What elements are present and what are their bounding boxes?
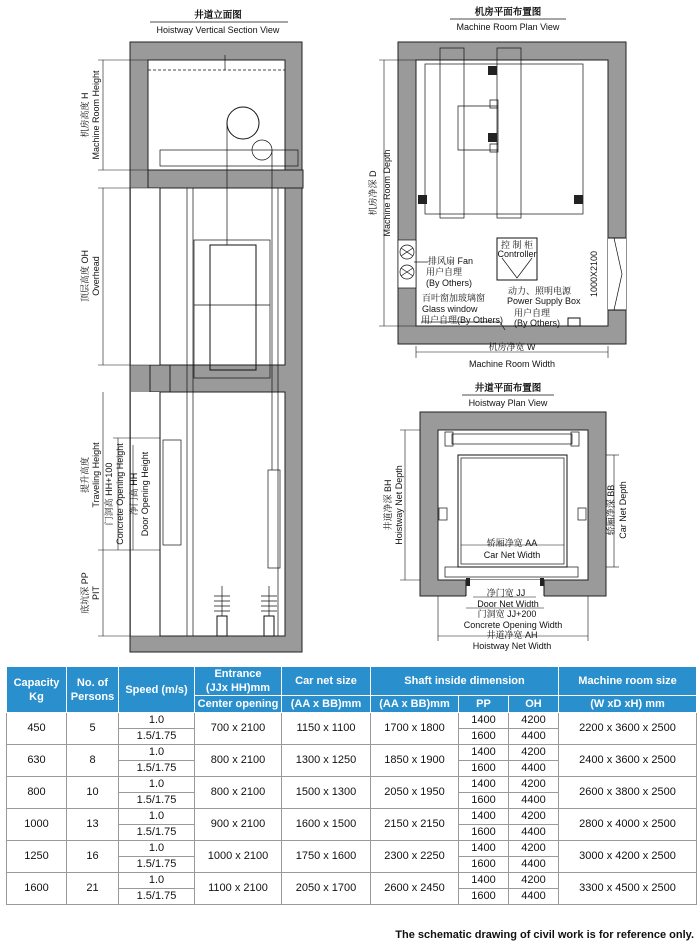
header-machine: Machine room size: [559, 667, 697, 696]
car-width-cn: 轿厢净宽 AA: [486, 538, 538, 548]
pit-en: PIT: [91, 585, 101, 601]
cell-machine: 2800 x 4000 x 2500: [559, 809, 697, 841]
concrete-width-en: Concrete Opening Width: [463, 620, 563, 630]
cell-pp: 1600: [459, 761, 509, 777]
cell-speed: 1.0: [119, 841, 195, 857]
power-supply-en: Power Supply Box: [507, 296, 581, 306]
mr-height-en: Machine Room Height: [91, 70, 101, 160]
cell-shaft: 2600 x 2450: [371, 873, 459, 905]
cell-speed: 1.5/1.75: [119, 889, 195, 905]
table-row: [7, 873, 697, 889]
cell-oh: 4200: [509, 809, 559, 825]
car-depth-cn: 轿厢净深 BB: [606, 484, 616, 536]
car-width-en: Car Net Width: [483, 550, 541, 560]
cell-oh: 4200: [509, 873, 559, 889]
header-oh: OH: [509, 696, 559, 713]
cell-car: 1300 x 1250: [282, 745, 371, 777]
concrete-opening-cn: 门洞高 HH+100: [104, 462, 114, 526]
cell-oh: 4200: [509, 777, 559, 793]
cell-pp: 1400: [459, 841, 509, 857]
cell-persons: 8: [67, 745, 119, 777]
cell-speed: 1.0: [119, 745, 195, 761]
cell-oh: 4400: [509, 889, 559, 905]
cell-oh: 4400: [509, 761, 559, 777]
cell-capacity: 1000: [7, 809, 67, 841]
overhead-en: Overhead: [91, 256, 101, 296]
cell-speed: 1.5/1.75: [119, 857, 195, 873]
cell-speed: 1.0: [119, 713, 195, 729]
cell-speed: 1.0: [119, 873, 195, 889]
cell-car: 1500 x 1300: [282, 777, 371, 809]
door-width-en: Door Net Width: [477, 599, 539, 609]
vertical-section: [79, 9, 303, 652]
header-entrance: Entrance (JJx HH)mm: [195, 667, 282, 696]
cell-entrance: 900 x 2100: [195, 809, 282, 841]
door-size: 1000X2100: [589, 250, 599, 298]
pit-cn: 底坑深 PP: [80, 572, 90, 614]
cell-oh: 4200: [509, 745, 559, 761]
cell-machine: 2400 x 3600 x 2500: [559, 745, 697, 777]
hp-title-cn: 井道平面布置图: [474, 383, 542, 394]
power-by-others-cn: 用户自理: [514, 308, 551, 318]
cell-oh: 4400: [509, 857, 559, 873]
hoistway-plan: [382, 382, 628, 651]
header-car-sub: (AA x BB)mm: [282, 696, 371, 713]
fan-label: 排风扇 Fan: [428, 256, 474, 266]
cell-persons: 21: [67, 873, 119, 905]
vs-title-en: Hoistway Vertical Section View: [156, 25, 280, 35]
controller-cn: 控 制 柜: [500, 240, 534, 250]
cell-pp: 1400: [459, 777, 509, 793]
pit-buffer-left: [214, 586, 230, 636]
cell-capacity: 800: [7, 777, 67, 809]
cell-shaft: 1700 x 1800: [371, 713, 459, 745]
table-row: [7, 713, 697, 729]
cell-machine: 2600 x 3800 x 2500: [559, 777, 697, 809]
mr-width-cn: 机房净宽 W: [488, 342, 536, 352]
cell-oh: 4400: [509, 793, 559, 809]
hoistway-width-cn: 井道净宽 AH: [486, 630, 538, 640]
mr-depth-en: Machine Room Depth: [382, 149, 392, 237]
cell-pp: 1600: [459, 857, 509, 873]
table-row: [7, 809, 697, 825]
hoistway-depth-cn: 井道净深 BH: [383, 479, 393, 531]
cell-pp: 1600: [459, 793, 509, 809]
mr-height-cn: 机房高度 H: [80, 92, 90, 138]
cell-pp: 1600: [459, 729, 509, 745]
cell-entrance: 1100 x 2100: [195, 873, 282, 905]
cell-machine: 3300 x 4500 x 2500: [559, 873, 697, 905]
window-by-others: 用户自理(By Others): [421, 315, 504, 325]
controller-en: Controller: [497, 249, 537, 259]
fan-by-others-en: (By Others): [426, 278, 473, 288]
power-supply-box: [568, 318, 580, 326]
cell-speed: 1.0: [119, 777, 195, 793]
cell-pp: 1400: [459, 873, 509, 889]
cell-persons: 5: [67, 713, 119, 745]
fan-by-others-cn: 用户自理: [426, 267, 463, 277]
header-shaft-sub: (AA x BB)mm: [371, 696, 459, 713]
cell-car: 1150 x 1100: [282, 713, 371, 745]
cell-speed: 1.0: [119, 809, 195, 825]
cell-speed: 1.5/1.75: [119, 729, 195, 745]
cell-oh: 4200: [509, 841, 559, 857]
cell-oh: 4200: [509, 713, 559, 729]
hoistway-width-en: Hoistway Net Width: [472, 641, 552, 651]
overhead-cn: 顶层高度 OH: [80, 249, 90, 303]
concrete-opening-en: Concrete Opening Height: [115, 443, 125, 545]
cell-pp: 1600: [459, 825, 509, 841]
cell-oh: 4400: [509, 729, 559, 745]
glass-window-en: Glass window: [422, 304, 478, 314]
cell-car: 2050 x 1700: [282, 873, 371, 905]
cell-speed: 1.5/1.75: [119, 793, 195, 809]
table-row: [7, 841, 697, 857]
door-opening-en: Door Opening Height: [140, 451, 150, 537]
cell-capacity: 1250: [7, 841, 67, 873]
cell-speed: 1.5/1.75: [119, 761, 195, 777]
glass-window-cn: 百叶窗加玻璃窗: [422, 293, 486, 303]
cell-capacity: 1600: [7, 873, 67, 905]
header-machine-sub: (W xD xH) mm: [559, 696, 697, 713]
cell-capacity: 630: [7, 745, 67, 777]
cell-machine: 2200 x 3600 x 2500: [559, 713, 697, 745]
cell-pp: 1400: [459, 745, 509, 761]
cell-persons: 13: [67, 809, 119, 841]
power-supply-cn: 动力、照明电源: [508, 286, 572, 296]
hp-title-en: Hoistway Plan View: [468, 398, 548, 408]
cell-entrance: 1000 x 2100: [195, 841, 282, 873]
cell-car: 1600 x 1500: [282, 809, 371, 841]
header-shaft: Shaft inside dimension: [371, 667, 559, 696]
cell-persons: 16: [67, 841, 119, 873]
header-capacity: Capacity Kg: [7, 667, 67, 713]
cell-car: 1750 x 1600: [282, 841, 371, 873]
footnote: The schematic drawing of civil work is for reference only.: [395, 929, 694, 941]
header-entrance-sub: Center opening: [195, 696, 282, 713]
pit-buffer-right: [261, 586, 277, 636]
car-depth-en: Car Net Depth: [618, 481, 628, 539]
cell-persons: 10: [67, 777, 119, 809]
cell-shaft: 1850 x 1900: [371, 745, 459, 777]
cell-shaft: 2300 x 2250: [371, 841, 459, 873]
machine-room-plan: [367, 6, 626, 369]
door-opening-cn: 净门高 HH: [129, 472, 139, 516]
table-row: [7, 777, 697, 793]
cell-shaft: 2150 x 2150: [371, 809, 459, 841]
spec-body: [7, 713, 697, 905]
mr-depth-cn: 机房净深 D: [368, 170, 378, 216]
mr-title-en: Machine Room Plan View: [456, 22, 560, 32]
table-row: [7, 745, 697, 761]
travel-cn: 提升高度: [80, 456, 90, 494]
cell-pp: 1400: [459, 713, 509, 729]
header-persons: No. of Persons: [67, 667, 119, 713]
cell-speed: 1.5/1.75: [119, 825, 195, 841]
cell-capacity: 450: [7, 713, 67, 745]
cell-entrance: 700 x 2100: [195, 713, 282, 745]
header-car: Car net size: [282, 667, 371, 696]
cell-machine: 3000 x 4200 x 2500: [559, 841, 697, 873]
cell-oh: 4400: [509, 825, 559, 841]
concrete-width-cn: 门洞宽 JJ+200: [477, 609, 537, 619]
cell-shaft: 2050 x 1950: [371, 777, 459, 809]
mr-width-en: Machine Room Width: [468, 359, 556, 369]
mr-title-cn: 机房平面布置图: [474, 7, 542, 18]
cell-pp: 1600: [459, 889, 509, 905]
spec-table: [6, 666, 697, 905]
door-width-cn: 净门宽 JJ: [486, 588, 526, 598]
cell-entrance: 800 x 2100: [195, 777, 282, 809]
travel-en: Traveling Height: [91, 442, 101, 508]
power-by-others-en: (By Others): [514, 318, 561, 328]
vs-title-cn: 井道立面图: [194, 10, 242, 21]
cell-pp: 1400: [459, 809, 509, 825]
hoistway-depth-en: Hoistway Net Depth: [394, 465, 404, 545]
cell-entrance: 800 x 2100: [195, 745, 282, 777]
header-pp: PP: [459, 696, 509, 713]
header-speed: Speed (m/s): [119, 667, 195, 713]
